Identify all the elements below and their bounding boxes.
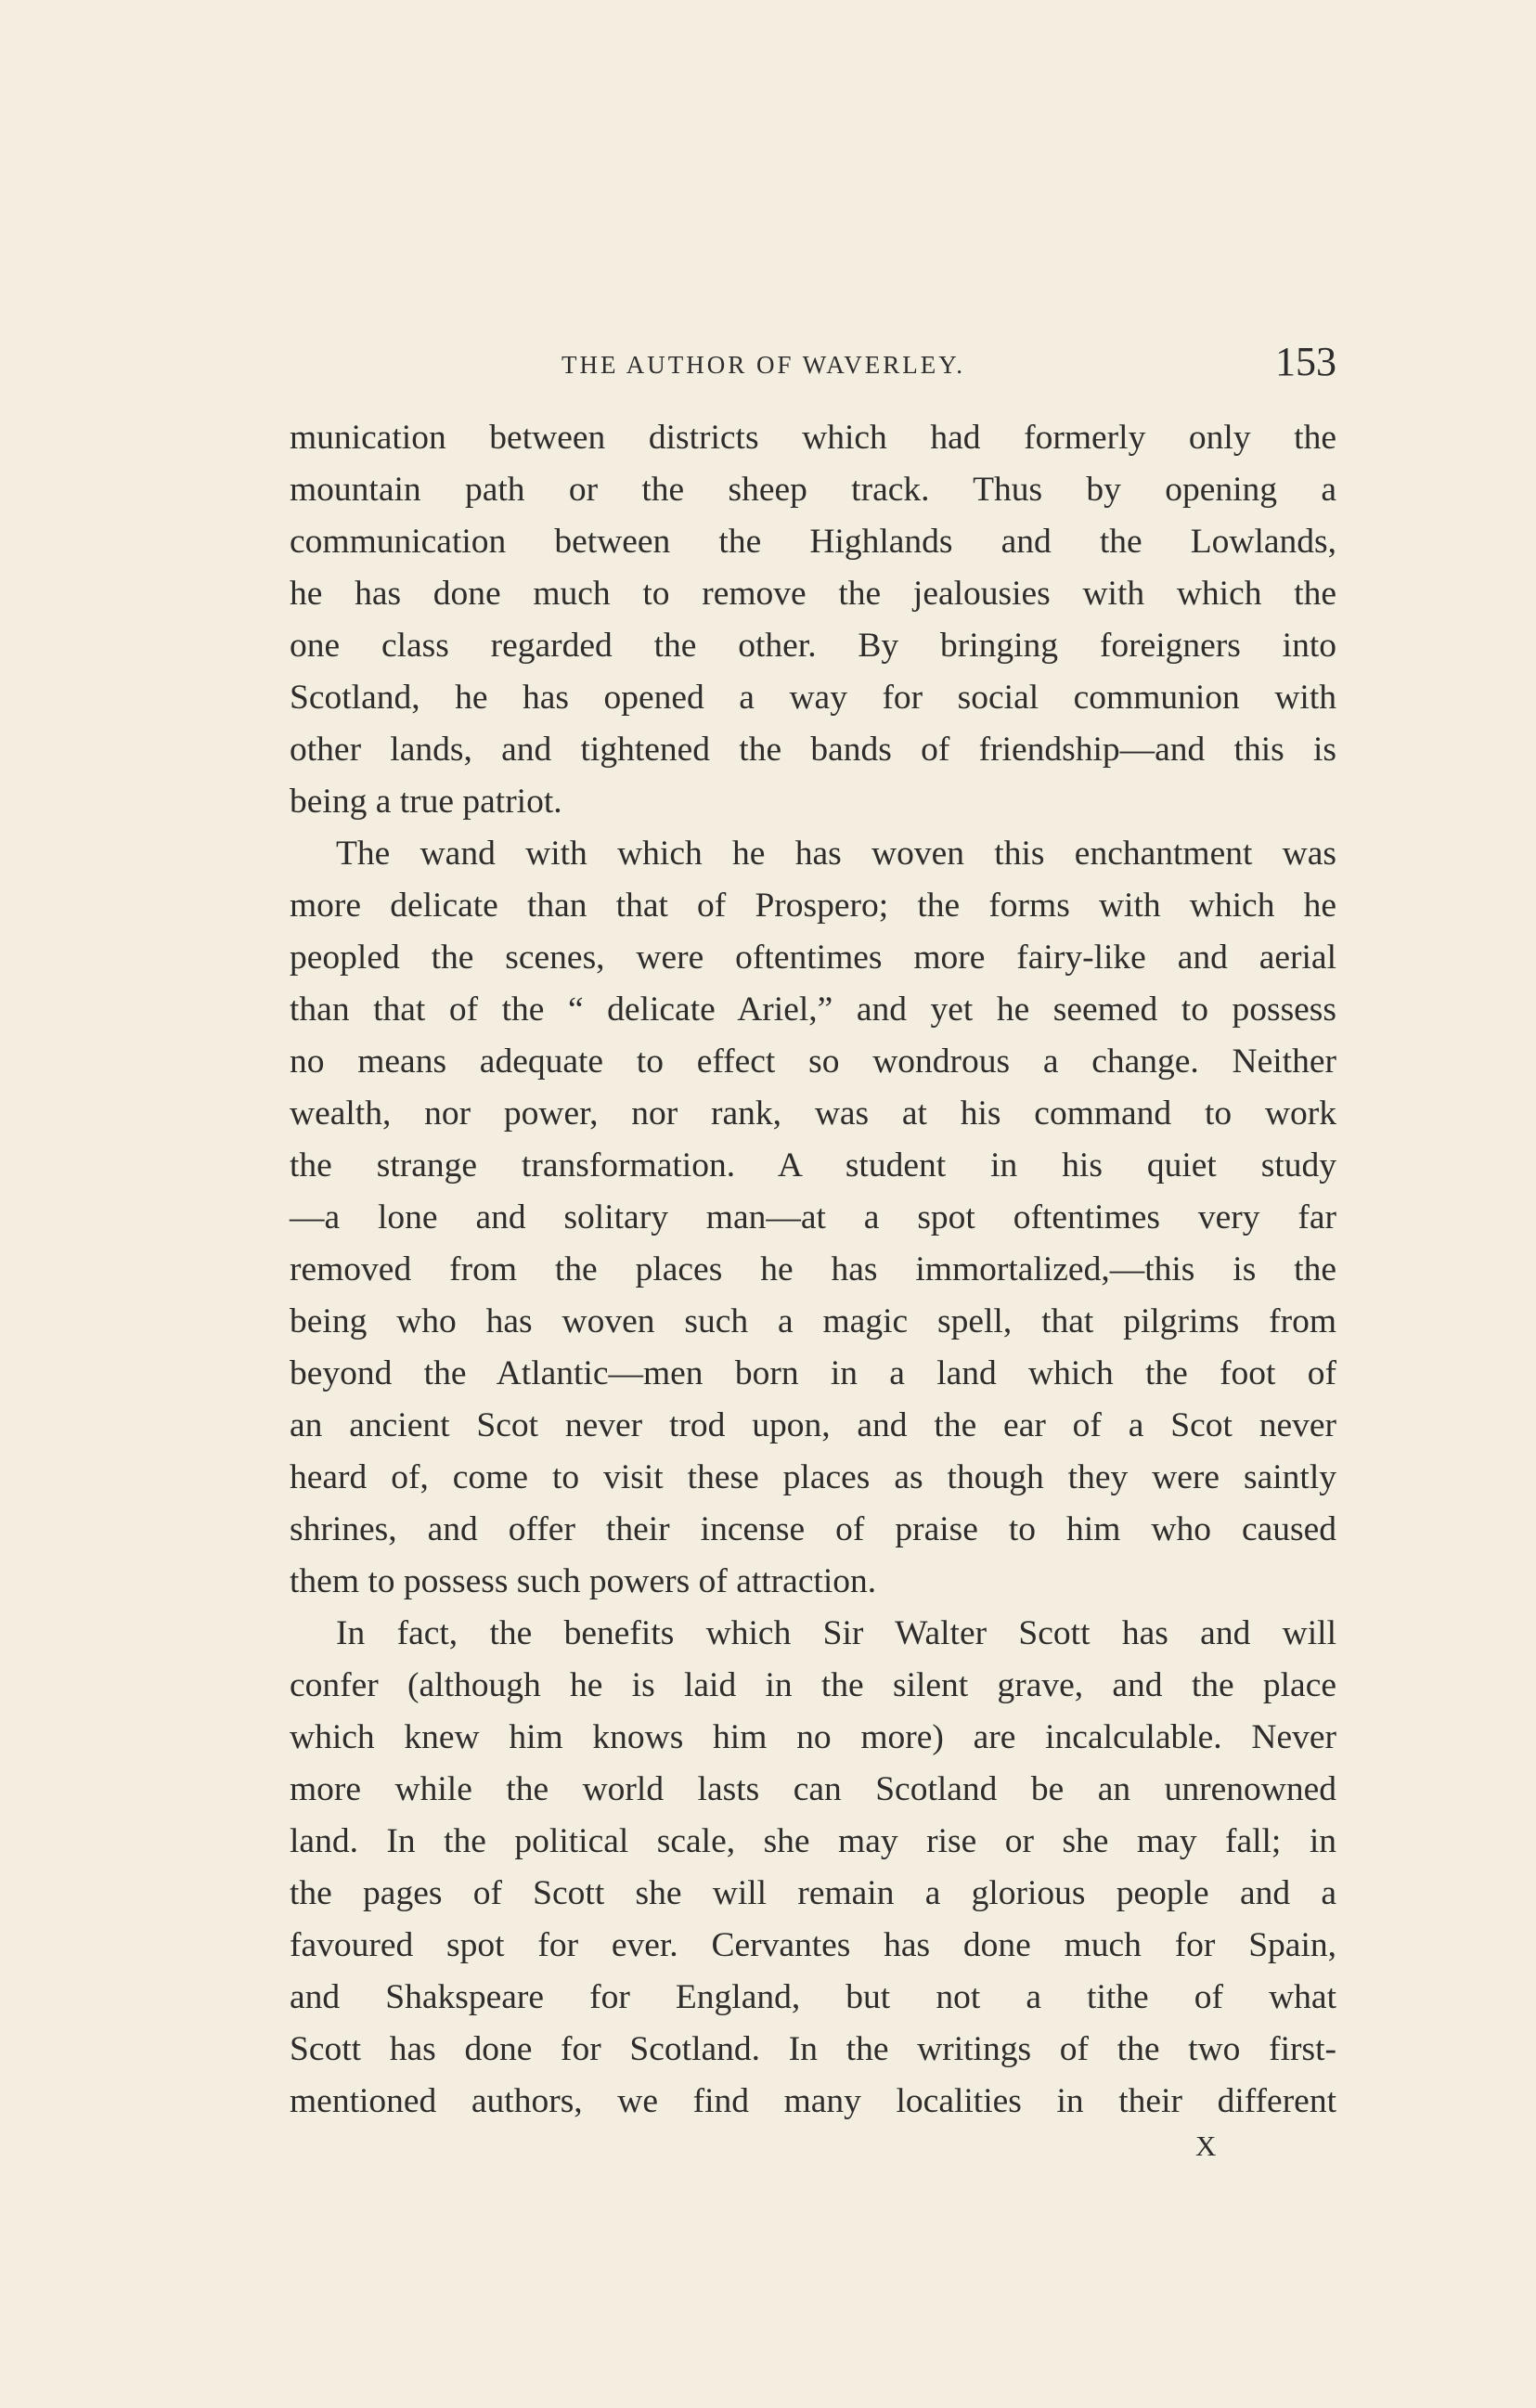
body-text xyxy=(290,412,1336,2128)
text-line: no means adequate to effect so wondrous a change. Neither xyxy=(290,1042,1336,1081)
text-line: favoured spot for ever. Cervantes has done much for Spain, xyxy=(290,1926,1336,1964)
text-line: Scott has done for Scotland. In the writings of the two first- xyxy=(290,2030,1336,2068)
text-line: and Shakspeare for England, but not a tithe of what xyxy=(290,1978,1336,2016)
text-line: munication between districts which had formerly only the xyxy=(290,419,1336,457)
text-line: shrines, and offer their incense of praise to him who caused xyxy=(290,1510,1336,1548)
text-line: than that of the “ delicate Ariel,” and yet he seemed to possess xyxy=(290,990,1336,1029)
text-line: removed from the places he has immortalized,—this is the xyxy=(290,1250,1336,1288)
text-line: In fact, the benefits which Sir Walter Scott has and will xyxy=(336,1614,1336,1652)
running-head: THE AUTHOR OF WAVERLEY. xyxy=(561,351,966,379)
text-line: communication between the Highlands and the Lowlands, xyxy=(290,523,1336,561)
text-line: more while the world lasts can Scotland be an unrenowned xyxy=(290,1770,1336,1808)
text-line: the strange transformation. A student in his quiet study xyxy=(290,1146,1336,1185)
text-line: an ancient Scot never trod upon, and the ear of a Scot never xyxy=(290,1406,1336,1444)
text-line: being a true patriot. xyxy=(290,783,562,821)
text-line: Scotland, he has opened a way for social communion with xyxy=(290,679,1336,717)
text-line: mentioned authors, we find many localities in their different xyxy=(290,2082,1336,2120)
page-header xyxy=(288,334,1336,399)
text-line: them to possess such powers of attraction. xyxy=(290,1562,877,1600)
signature-mark: X xyxy=(1195,2130,1217,2162)
text-line: confer (although he is laid in the silent grave, and the place xyxy=(290,1666,1336,1704)
text-line: The wand with which he has woven this enchantment was xyxy=(336,835,1336,873)
text-line: land. In the political scale, she may rise or she may fall; in xyxy=(290,1822,1336,1860)
text-line: beyond the Atlantic—men born in a land which the foot of xyxy=(290,1354,1336,1392)
page-number: 153 xyxy=(1275,339,1336,384)
text-line: peopled the scenes, were oftentimes more fairy-like and aerial xyxy=(290,939,1336,977)
text-line: one class regarded the other. By bringing foreigners into xyxy=(290,627,1336,665)
text-line: the pages of Scott she will remain a glorious people and a xyxy=(290,1874,1336,1912)
text-line: other lands, and tightened the bands of friendship—and this is xyxy=(290,731,1336,769)
text-line: mountain path or the sheep track. Thus by opening a xyxy=(290,471,1336,509)
text-line: heard of, come to visit these places as though they were saintly xyxy=(290,1458,1336,1496)
text-line: which knew him knows him no more) are incalculable. Never xyxy=(290,1718,1336,1756)
text-line: he has done much to remove the jealousies with which the xyxy=(290,575,1336,613)
text-line: more delicate than that of Prospero; the forms with which he xyxy=(290,887,1336,925)
text-line: —a lone and solitary man—at a spot oftentimes very far xyxy=(290,1198,1336,1236)
text-line: wealth, nor power, nor rank, was at his command to work xyxy=(290,1094,1336,1133)
text-line: being who has woven such a magic spell, that pilgrims from xyxy=(290,1302,1336,1340)
